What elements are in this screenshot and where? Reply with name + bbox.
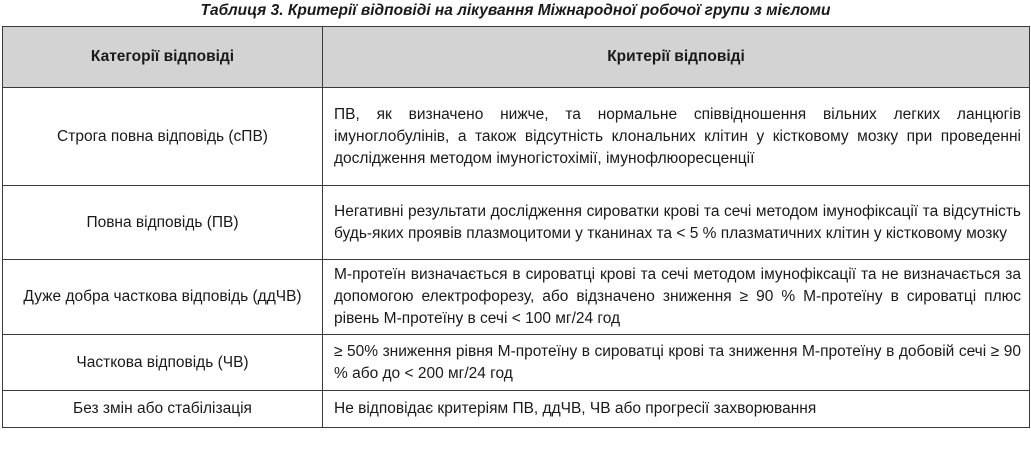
category-cell: Повна відповідь (ПВ) [3,186,323,260]
criteria-cell: ПВ, як визначено нижче, та нормальне співвідношення вільних легких ланцюгів імуноглобулінів, а також відсутність клональних клітин у кістковому мозку при проведенні дослідження методом імуногістохімії, імунофлюоресценції [323,88,1030,186]
table-row [3,88,1030,186]
category-cell: Часткова відповідь (ЧВ) [3,335,323,391]
category-cell: Дуже добра часткова відповідь (ддЧВ) [3,260,323,335]
table-caption: Таблиця 3. Критерії відповіді на лікування Міжнародної робочої групи з мієломи [200,2,831,19]
criteria-cell: Не відповідає критеріям ПВ, ддЧВ, ЧВ або прогресії захворювання [323,391,1030,428]
table-row [3,391,1030,428]
header-criteria: Критерії відповіді [323,27,1030,88]
table-header-row [3,27,1030,88]
table-row [3,335,1030,391]
header-category: Категорії відповіді [3,27,323,88]
table-row [3,186,1030,260]
criteria-cell: ≥ 50% зниження рівня М-протеїну в сироватці крові та зниження М-протеїну в добовій сечі ≥ 90 % або до < 200 мг/24 год [323,335,1030,391]
criteria-cell: Негативні результати дослідження сироватки крові та сечі методом імунофіксації та відсутність будь-яких проявів плазмоцитоми у тканинах та < 5 % плазматичних клітин у кістковому мозку [323,186,1030,260]
category-cell: Без змін або стабілізація [3,391,323,428]
criteria-cell: М-протеїн визначається в сироватці крові та сечі методом імунофіксації та не визначається за допомогою електрофорезу, або відзначено зниження ≥ 90 % М-протеїну в сироватці плюс рівень М-протеїну в сечі < 100 мг/24 год [323,260,1030,335]
response-criteria-table [2,26,1030,428]
category-cell: Строга повна відповідь (сПВ) [3,88,323,186]
table-row [3,260,1030,335]
